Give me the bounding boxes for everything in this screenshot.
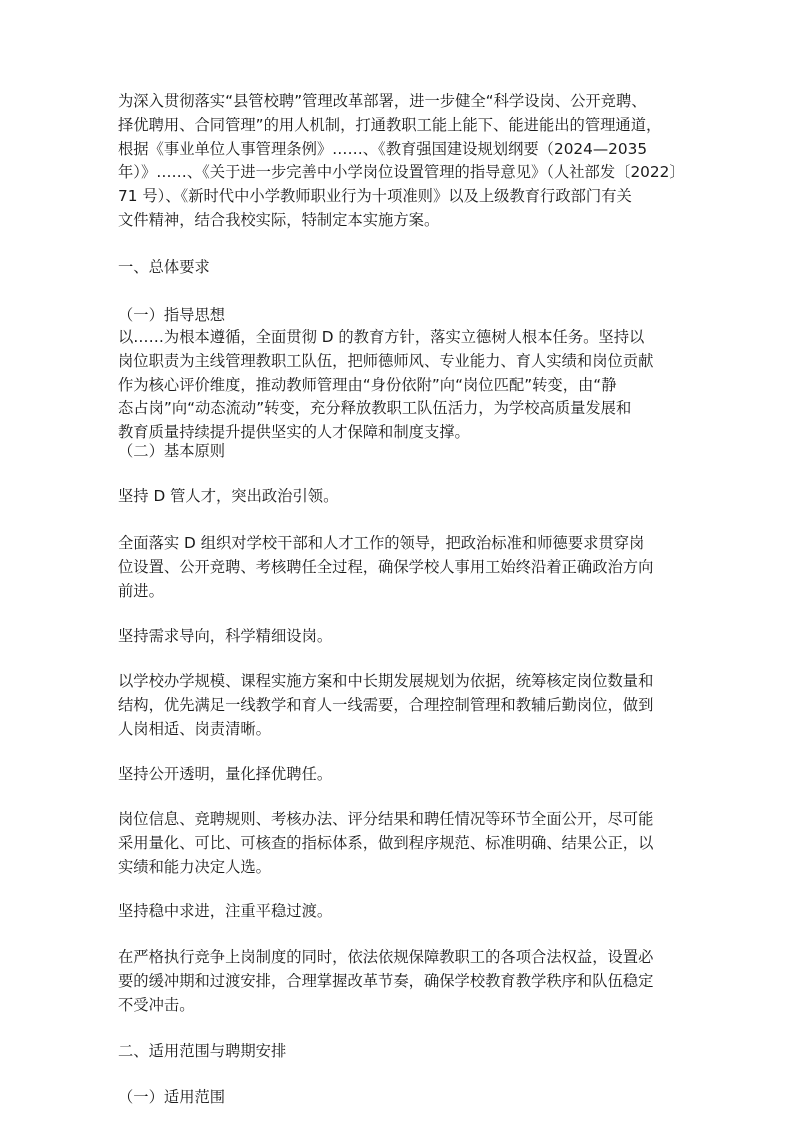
text-line: 为深入贯彻落实“县管校聘”管理改革部署，进一步健全“科学设岗、公开竞聘、	[118, 92, 647, 110]
intro-paragraph	[118, 90, 698, 233]
subheading-scope	[118, 1086, 698, 1110]
text-line: 不受冲击。	[118, 995, 195, 1014]
text-line: 人岗相适、岗责清晰。	[118, 719, 271, 738]
principle-3-title	[118, 763, 698, 787]
text-line: 位设置、公开竞聘、考核聘任全过程，确保学校人事用工始终沿着正确政治方向	[118, 557, 654, 576]
principle-text: 坚持 D 管人才，突出政治引领。	[118, 487, 339, 505]
principle-4-title	[118, 900, 698, 924]
principle-text: 坚持稳中求进，注重平稳过渡。	[118, 902, 333, 920]
text-line: 以……为根本遵循，全面贯彻 D 的教育方针，落实立德树人根本任务。坚持以	[118, 328, 645, 346]
heading-text: （二）基本原则	[118, 442, 226, 460]
guiding-thought-paragraph	[118, 326, 698, 445]
principle-3-paragraph	[118, 808, 698, 879]
heading-text: （一）指导思想	[118, 306, 226, 324]
principle-2-title	[118, 625, 698, 649]
subheading-basic-principles	[118, 440, 698, 464]
text-line: 年）》……、《关于进一步完善中小学岗位设置管理的指导意见》（人社部发〔2022〕	[118, 163, 685, 182]
subheading-guiding-thought	[118, 304, 698, 328]
text-line: 态占岗”向“动态流动”转变，充分释放教职工队伍活力，为学校高质量发展和	[118, 399, 632, 418]
text-line: 全面落实 D 组织对学校干部和人才工作的领导，把政治标准和师德要求贯穿岗	[118, 534, 645, 552]
principle-1-title	[118, 485, 698, 509]
text-line: 教育质量持续提升提供坚实的人才保障和制度支撑。	[118, 423, 470, 442]
text-line: 以学校办学规模、课程实施方案和中长期发展规划为依据，统筹核定岗位数量和	[118, 672, 654, 690]
principle-text: 坚持需求导向，科学精细设岗。	[118, 627, 333, 645]
text-line: 择优聘用、合同管理”的用人机制，打通教职工能上能下、能进能出的管理通道，	[118, 115, 662, 134]
text-line: 采用量化、可比、可核查的指标体系，做到程序规范、标准明确、结果公正，以	[118, 833, 654, 852]
text-line: 结构，优先满足一线教学和育人一线需要，合理控制管理和教辅后勤岗位，做到	[118, 695, 654, 714]
text-line: 根据《事业单位人事管理条例》……、《教育强国建设规划纲要（2024—2035	[118, 139, 648, 158]
principle-1-paragraph	[118, 532, 698, 603]
heading-text: 二、适用范围与聘期安排	[118, 1042, 287, 1060]
section-heading-2	[118, 1040, 698, 1064]
principle-text: 坚持公开透明，量化择优聘任。	[118, 765, 333, 783]
text-line: 要的缓冲期和过渡安排，合理掌握改革节奏，确保学校教育教学秩序和队伍稳定	[118, 971, 654, 990]
text-line: 文件精神，结合我校实际，特制定本实施方案。	[118, 210, 440, 229]
text-line: 在严格执行竞争上岗制度的同时，依法依规保障教职工的各项合法权益，设置必	[118, 948, 654, 966]
text-line: 前进。	[118, 581, 164, 600]
text-line: 实绩和能力决定人选。	[118, 857, 271, 876]
heading-text: 一、总体要求	[118, 258, 210, 276]
principle-2-paragraph	[118, 670, 698, 741]
principle-4-paragraph	[118, 946, 698, 1017]
heading-text: （一）适用范围	[118, 1088, 226, 1106]
text-line: 作为核心评价维度，推动教师管理由“身份依附”向“岗位匹配”转变，由“静	[118, 375, 617, 394]
text-line: 71 号）、《新时代中小学教师职业行为十项准则》以及上级教育行政部门有关	[118, 187, 632, 206]
text-line: 岗位职责为主线管理教职工队伍，把师德师风、专业能力、育人实绩和岗位贡献	[118, 351, 654, 370]
section-heading-1	[118, 256, 698, 280]
text-line: 岗位信息、竞聘规则、考核办法、评分结果和聘任情况等环节全面公开，尽可能	[118, 810, 654, 828]
